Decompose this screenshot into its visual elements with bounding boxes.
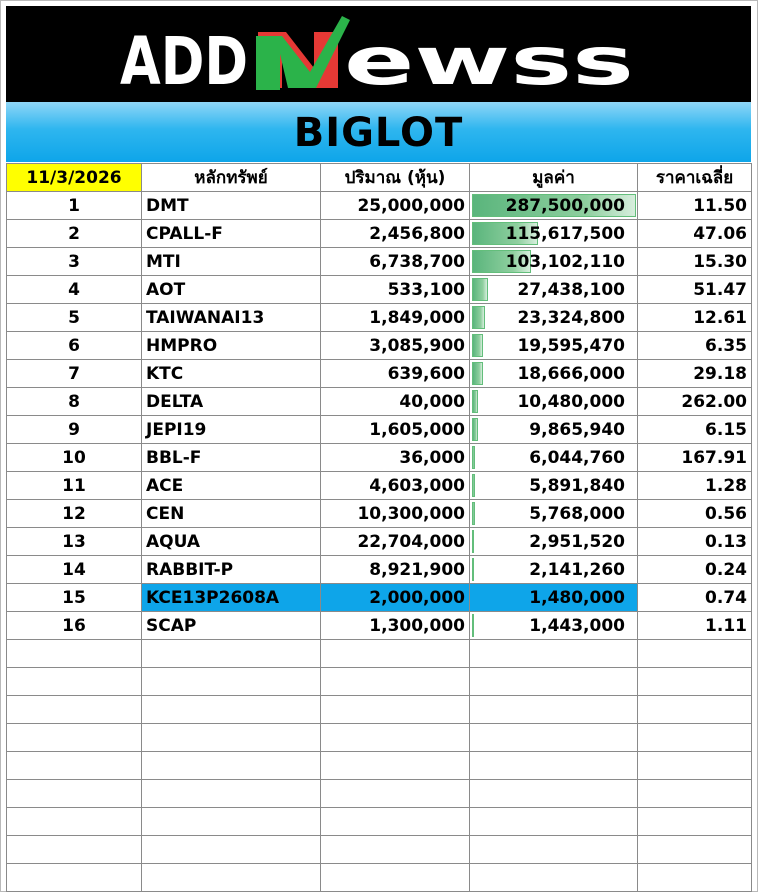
volume-cell: 6,738,700 — [321, 248, 470, 276]
symbol-cell: ACE — [142, 472, 321, 500]
empty-cell — [7, 836, 142, 864]
empty-cell — [7, 668, 142, 696]
empty-row — [7, 724, 752, 752]
addnewss-logo — [6, 6, 751, 102]
volume-cell: 4,603,000 — [321, 472, 470, 500]
avg-price-cell: 167.91 — [638, 444, 752, 472]
empty-cell — [470, 808, 638, 836]
rank-cell: 7 — [7, 360, 142, 388]
rank-cell: 15 — [7, 584, 142, 612]
table-row — [7, 276, 752, 304]
empty-cell — [470, 864, 638, 892]
logo-banner — [6, 6, 751, 102]
empty-cell — [321, 864, 470, 892]
table-row — [7, 472, 752, 500]
empty-cell — [7, 752, 142, 780]
empty-cell — [142, 836, 321, 864]
empty-cell — [321, 752, 470, 780]
symbol-header: หลักทรัพย์ — [142, 164, 321, 192]
table-row — [7, 444, 752, 472]
empty-cell — [470, 668, 638, 696]
empty-cell — [470, 780, 638, 808]
value-cell — [470, 332, 638, 360]
symbol-cell: JEPI19 — [142, 416, 321, 444]
table-row — [7, 416, 752, 444]
avg-price-cell: 6.15 — [638, 416, 752, 444]
avg-price-cell: 51.47 — [638, 276, 752, 304]
volume-cell: 10,300,000 — [321, 500, 470, 528]
value-cell — [470, 444, 638, 472]
empty-row — [7, 668, 752, 696]
value-text: 5,768,000 — [529, 503, 625, 524]
value-cell — [470, 528, 638, 556]
rank-cell: 13 — [7, 528, 142, 556]
empty-cell — [638, 864, 752, 892]
empty-cell — [7, 724, 142, 752]
empty-cell — [321, 808, 470, 836]
empty-cell — [321, 640, 470, 668]
table-row — [7, 360, 752, 388]
empty-cell — [321, 780, 470, 808]
avg-price-cell: 12.61 — [638, 304, 752, 332]
rank-cell: 10 — [7, 444, 142, 472]
empty-cell — [638, 668, 752, 696]
value-text: 1,480,000 — [529, 587, 625, 608]
empty-cell — [638, 752, 752, 780]
svg-text:ewss: ewss — [344, 23, 634, 100]
value-text: 19,595,470 — [517, 335, 625, 356]
value-cell — [470, 220, 638, 248]
rank-cell: 4 — [7, 276, 142, 304]
rank-cell: 8 — [7, 388, 142, 416]
symbol-cell: KCE13P2608A — [142, 584, 321, 612]
empty-row — [7, 640, 752, 668]
avg-price-cell: 11.50 — [638, 192, 752, 220]
avg-price-cell: 47.06 — [638, 220, 752, 248]
avg-price-cell: 15.30 — [638, 248, 752, 276]
rank-cell: 11 — [7, 472, 142, 500]
volume-cell: 2,456,800 — [321, 220, 470, 248]
empty-cell — [470, 752, 638, 780]
table-row — [7, 584, 752, 612]
empty-cell — [142, 668, 321, 696]
empty-cell — [7, 696, 142, 724]
symbol-cell: AOT — [142, 276, 321, 304]
value-cell — [470, 388, 638, 416]
empty-cell — [142, 752, 321, 780]
volume-cell: 639,600 — [321, 360, 470, 388]
symbol-cell: DELTA — [142, 388, 321, 416]
value-cell — [470, 248, 638, 276]
volume-cell: 40,000 — [321, 388, 470, 416]
rank-cell: 6 — [7, 332, 142, 360]
value-cell — [470, 192, 638, 220]
value-header: มูลค่า — [470, 164, 638, 192]
svg-text:ADD: ADD — [120, 23, 248, 100]
empty-cell — [470, 640, 638, 668]
avg-price-cell: 262.00 — [638, 388, 752, 416]
volume-cell: 3,085,900 — [321, 332, 470, 360]
avg-price-header: ราคาเฉลี่ย — [638, 164, 752, 192]
empty-cell — [321, 696, 470, 724]
volume-cell: 533,100 — [321, 276, 470, 304]
empty-cell — [142, 808, 321, 836]
avg-price-cell: 0.13 — [638, 528, 752, 556]
empty-row — [7, 780, 752, 808]
table-row — [7, 528, 752, 556]
table-row — [7, 220, 752, 248]
empty-cell — [470, 836, 638, 864]
value-cell — [470, 612, 638, 640]
empty-cell — [638, 836, 752, 864]
volume-cell: 8,921,900 — [321, 556, 470, 584]
empty-row — [7, 808, 752, 836]
empty-cell — [321, 668, 470, 696]
empty-cell — [7, 780, 142, 808]
volume-cell: 36,000 — [321, 444, 470, 472]
symbol-cell: KTC — [142, 360, 321, 388]
avg-price-cell: 0.74 — [638, 584, 752, 612]
symbol-cell: CPALL-F — [142, 220, 321, 248]
empty-row — [7, 836, 752, 864]
symbol-cell: DMT — [142, 192, 321, 220]
rank-cell: 14 — [7, 556, 142, 584]
avg-price-cell: 6.35 — [638, 332, 752, 360]
rank-cell: 5 — [7, 304, 142, 332]
empty-cell — [7, 640, 142, 668]
empty-cell — [142, 640, 321, 668]
value-cell — [470, 556, 638, 584]
date-header: 11/3/2026 — [7, 164, 142, 192]
value-text: 103,102,110 — [505, 251, 625, 272]
symbol-cell: RABBIT-P — [142, 556, 321, 584]
table-row — [7, 612, 752, 640]
empty-cell — [470, 696, 638, 724]
empty-cell — [142, 696, 321, 724]
empty-cell — [638, 640, 752, 668]
avg-price-cell: 0.56 — [638, 500, 752, 528]
volume-cell: 25,000,000 — [321, 192, 470, 220]
value-text: 2,141,260 — [529, 559, 625, 580]
symbol-cell: HMPRO — [142, 332, 321, 360]
page-title: BIGLOT — [293, 110, 464, 156]
rank-cell: 2 — [7, 220, 142, 248]
symbol-cell: BBL-F — [142, 444, 321, 472]
empty-cell — [638, 808, 752, 836]
table-row — [7, 556, 752, 584]
table-row — [7, 192, 752, 220]
value-text: 27,438,100 — [517, 279, 625, 300]
symbol-cell: SCAP — [142, 612, 321, 640]
rank-cell: 1 — [7, 192, 142, 220]
value-cell — [470, 276, 638, 304]
table-row — [7, 248, 752, 276]
value-cell — [470, 500, 638, 528]
empty-cell — [638, 724, 752, 752]
empty-row — [7, 864, 752, 892]
volume-header: ปริมาณ (หุ้น) — [321, 164, 470, 192]
rank-cell: 16 — [7, 612, 142, 640]
empty-cell — [142, 724, 321, 752]
value-cell — [470, 584, 638, 612]
title-banner — [6, 102, 751, 162]
symbol-cell: MTI — [142, 248, 321, 276]
rank-cell: 9 — [7, 416, 142, 444]
value-text: 2,951,520 — [529, 531, 625, 552]
header-row — [7, 164, 752, 192]
empty-cell — [470, 724, 638, 752]
value-text: 5,891,840 — [529, 475, 625, 496]
biglot-table — [6, 163, 752, 892]
value-text: 115,617,500 — [505, 223, 625, 244]
empty-row — [7, 752, 752, 780]
table-row — [7, 304, 752, 332]
table-row — [7, 388, 752, 416]
value-cell — [470, 360, 638, 388]
table-row — [7, 500, 752, 528]
volume-cell: 1,300,000 — [321, 612, 470, 640]
value-text: 10,480,000 — [517, 391, 625, 412]
value-cell — [470, 416, 638, 444]
avg-price-cell: 1.11 — [638, 612, 752, 640]
empty-cell — [321, 836, 470, 864]
rank-cell: 12 — [7, 500, 142, 528]
empty-cell — [638, 696, 752, 724]
empty-cell — [321, 724, 470, 752]
volume-cell: 22,704,000 — [321, 528, 470, 556]
empty-cell — [7, 808, 142, 836]
value-text: 287,500,000 — [505, 195, 625, 216]
avg-price-cell: 0.24 — [638, 556, 752, 584]
table-row — [7, 332, 752, 360]
value-cell — [470, 472, 638, 500]
value-text: 1,443,000 — [529, 615, 625, 636]
volume-cell: 1,849,000 — [321, 304, 470, 332]
symbol-cell: CEN — [142, 500, 321, 528]
volume-cell: 2,000,000 — [321, 584, 470, 612]
empty-cell — [7, 864, 142, 892]
empty-row — [7, 696, 752, 724]
value-text: 23,324,800 — [517, 307, 625, 328]
avg-price-cell: 1.28 — [638, 472, 752, 500]
value-text: 9,865,940 — [529, 419, 625, 440]
symbol-cell: TAIWANAI13 — [142, 304, 321, 332]
empty-cell — [142, 864, 321, 892]
empty-cell — [638, 780, 752, 808]
volume-cell: 1,605,000 — [321, 416, 470, 444]
avg-price-cell: 29.18 — [638, 360, 752, 388]
empty-cell — [142, 780, 321, 808]
value-cell — [470, 304, 638, 332]
value-text: 18,666,000 — [517, 363, 625, 384]
value-text: 6,044,760 — [529, 447, 625, 468]
rank-cell: 3 — [7, 248, 142, 276]
symbol-cell: AQUA — [142, 528, 321, 556]
